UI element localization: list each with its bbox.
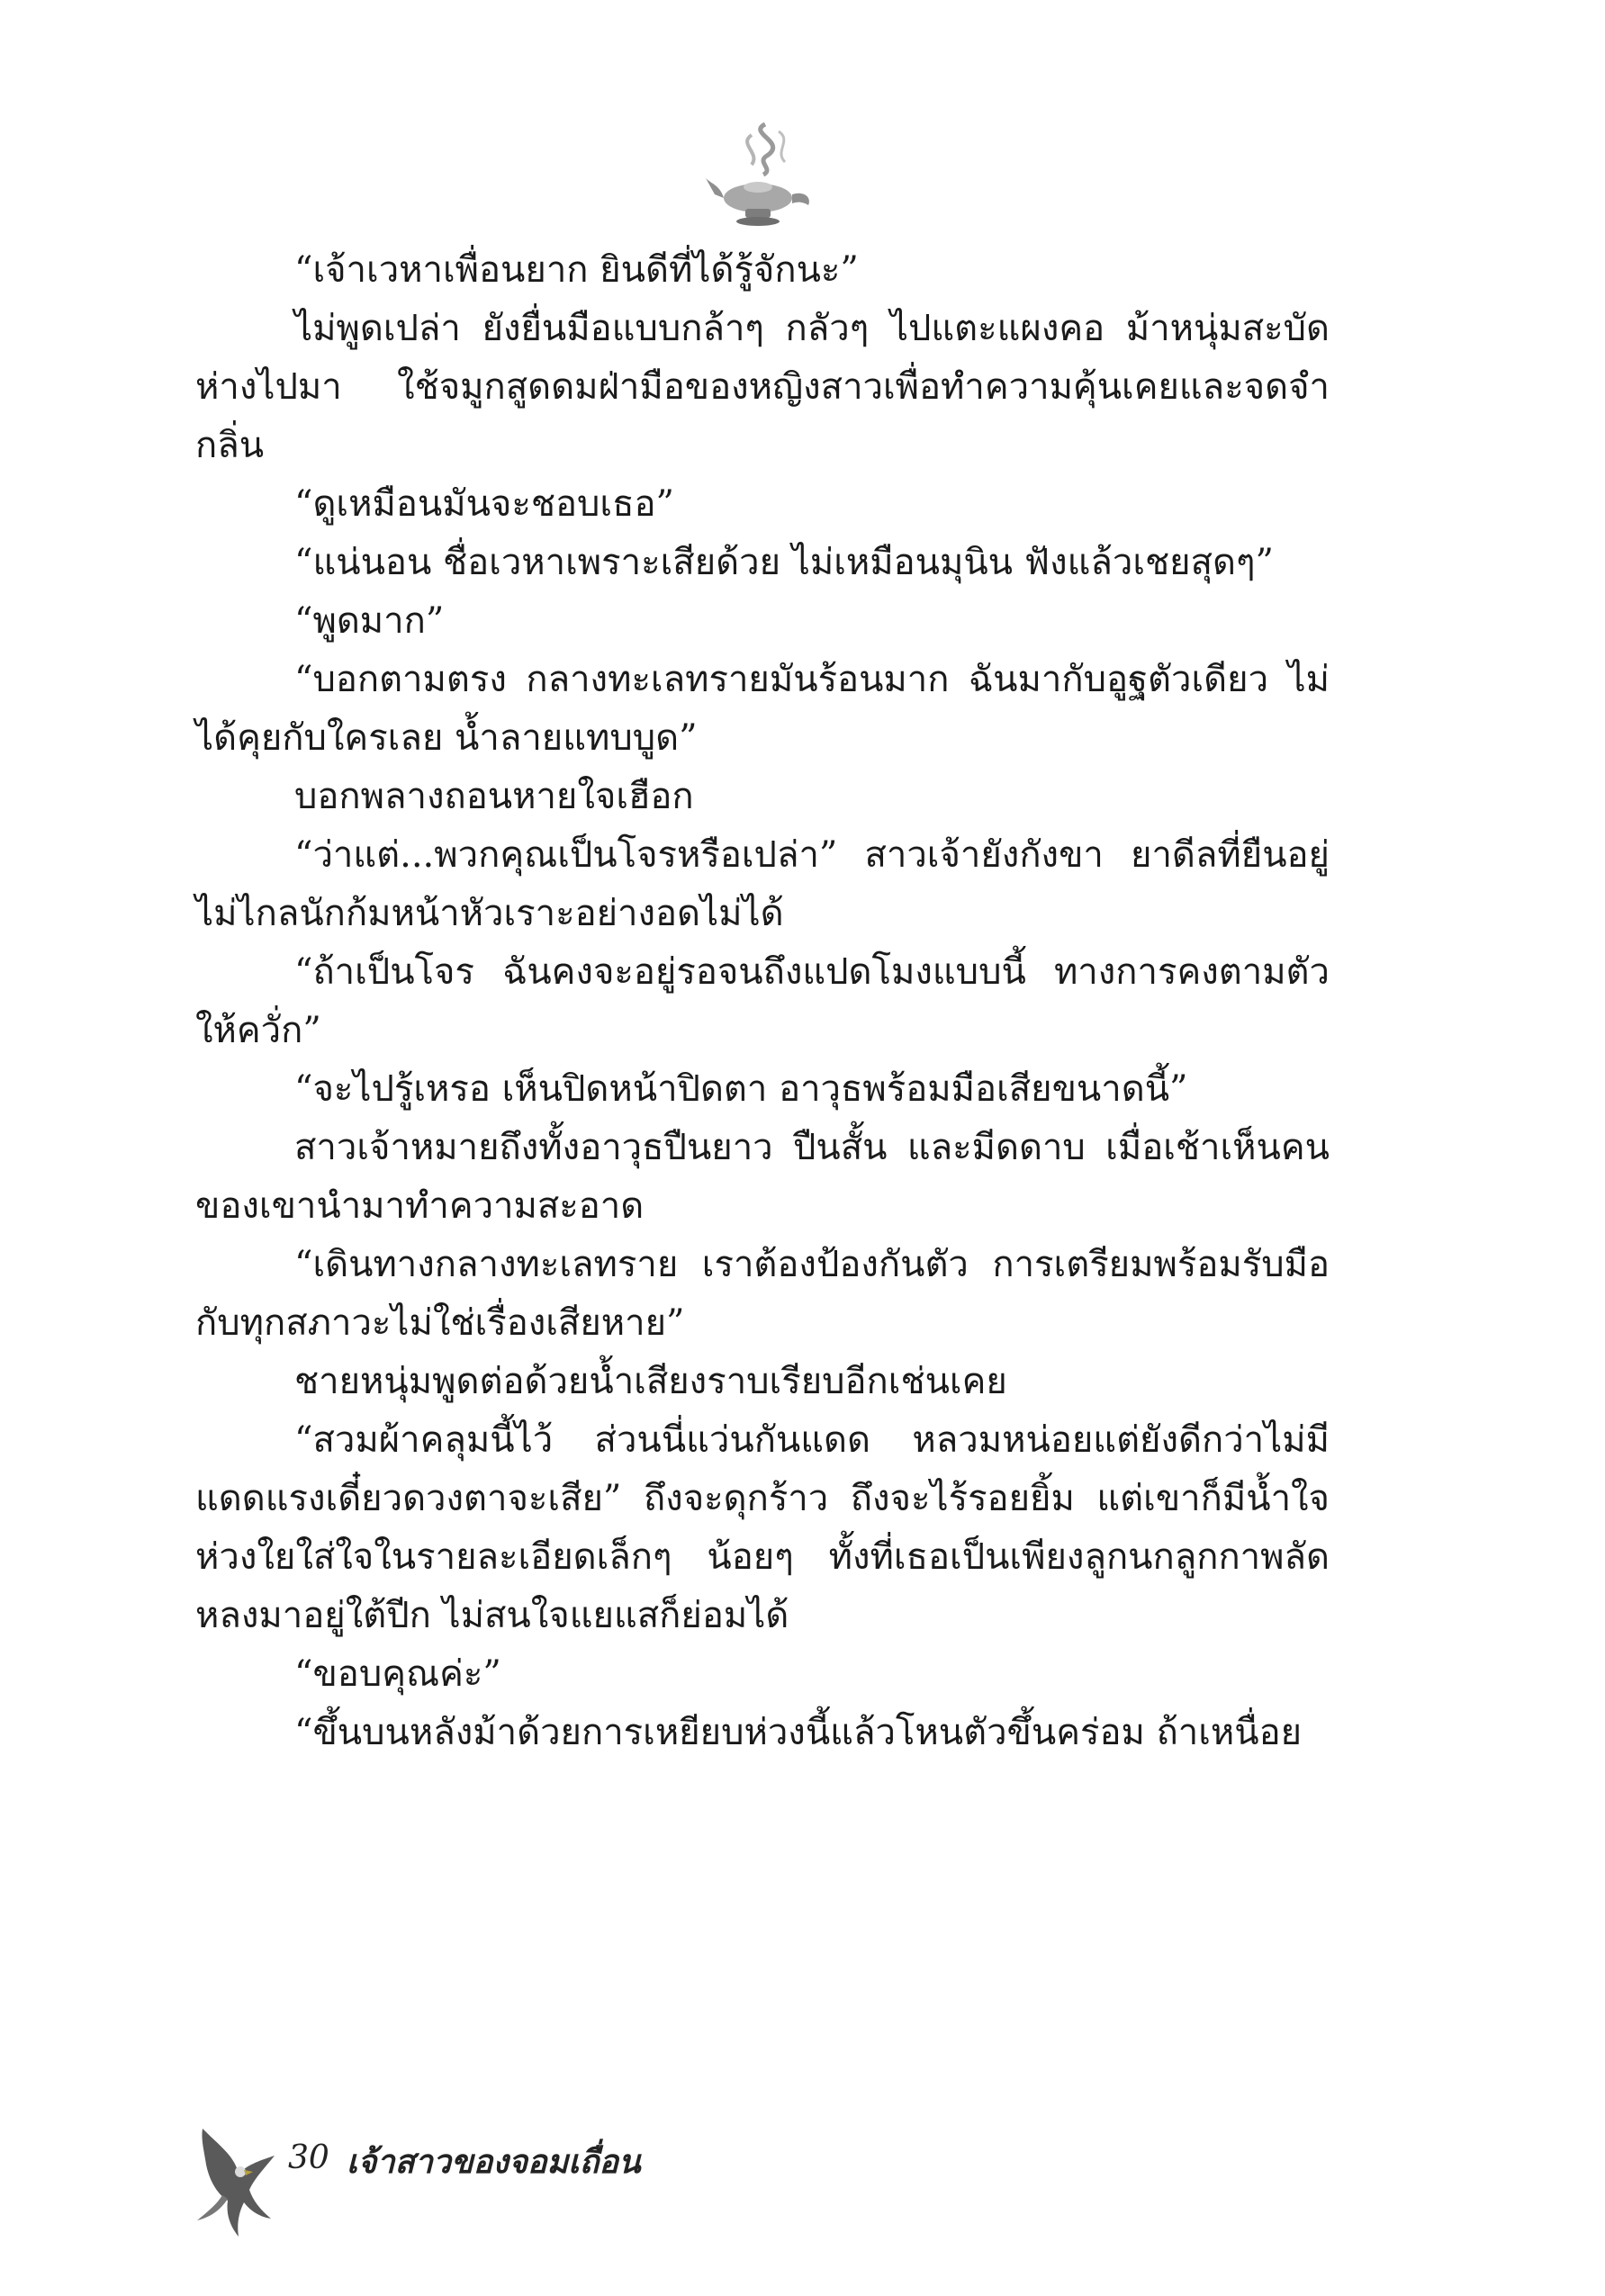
paragraph: ชายหนุ่มพูดต่อด้วยน้ำเสียงราบเรียบอีกเช่นเคย [294,1361,1007,1402]
paragraph: “พูดมาก” [294,600,445,642]
genie-lamp-icon [702,115,819,232]
paragraph: “สวมผ้าคลุมนี้ไว้ ส่วนนี่แว่นกันแดด หลวมหน่อยแต่ยังดีกว่าไม่มี แดดแรงเดี๋ยวดวงตาจะเสีย” ถึงจะดุกร้าว ถึงจะไร้รอยยิ้ม แต่เขาก็มีน้ำใจห่วงใยใส่ใจในรายละเอียดเล็กๆ น้อยๆ ทั้งที่เธอเป็นเพียงลูกนกลูกกาพลัดหลงมาอยู่ใต้ปีก ไม่สนใจแยแสก็ย่อมได้ [195,1419,1330,1636]
paragraph: “บอกตามตรง กลางทะเลทรายมันร้อนมาก ฉันมากับอูฐตัวเดียว ไม่ได้คุยกับใครเลย น้ำลายแทบบูด” [195,659,1330,759]
paragraph: “ว่าแต่...พวกคุณเป็นโจรหรือเปล่า” สาวเจ้ายังกังขา ยาดีลที่ยืนอยู่ไม่ไกลนักก้มหน้าหัวเราะอย่างอดไม่ได้ [195,834,1330,934]
paragraph: บอกพลางถอนหายใจเฮือก [294,776,694,817]
paragraph: “ขอบคุณค่ะ” [294,1653,501,1695]
page-footer [185,2120,725,2246]
paragraph: “เจ้าเวหาเพื่อนยาก ยินดีที่ได้รู้จักนะ” [294,249,859,291]
book-title: เจ้าสาวของจอมเถื่อน [347,2144,641,2181]
paragraph: สาวเจ้าหมายถึงทั้งอาวุธปืนยาว ปืนสั้น และมีดดาบ เมื่อเช้าเห็นคนของเขานำมาทำความสะอาด [195,1127,1330,1227]
paragraph: “ถ้าเป็นโจร ฉันคงจะอยู่รอจนถึงแปดโมงแบบนี้ ทางการคงตามตัวให้ควั่ก” [195,951,1330,1051]
paragraph: ไม่พูดเปล่า ยังยื่นมือแบบกล้าๆ กลัวๆ ไปแตะแผงคอ ม้าหนุ่มสะบัดห่างไปมา ใช้จมูกสูดดมฝ่ามือของหญิงสาวเพื่อทำความคุ้นเคยและจดจำกลิ่น [195,308,1330,466]
paragraph: “ดูเหมือนมันจะชอบเธอ” [294,483,674,525]
page-number: 30 [288,2139,329,2176]
paragraph: “เดินทางกลางทะเลทราย เราต้องป้องกันตัว การเตรียมพร้อมรับมือกับทุกสภาวะไม่ใช่เรื่องเสียหาย” [195,1244,1330,1344]
paragraph: “จะไปรู้เหรอ เห็นปิดหน้าปิดตา อาวุธพร้อมมือเสียขนาดนี้” [294,1068,1188,1110]
paragraph: “ขึ้นบนหลังม้าด้วยการเหยียบห่วงนี้แล้วโหนตัวขึ้นคร่อม ถ้าเหนื่อย [294,1712,1303,1753]
paragraph: “แน่นอน ชื่อเวหาเพราะเสียด้วย ไม่เหมือนมุนิน ฟังแล้วเชยสุดๆ” [294,542,1274,583]
eagle-icon [185,2120,288,2241]
body-text [195,241,1330,1762]
